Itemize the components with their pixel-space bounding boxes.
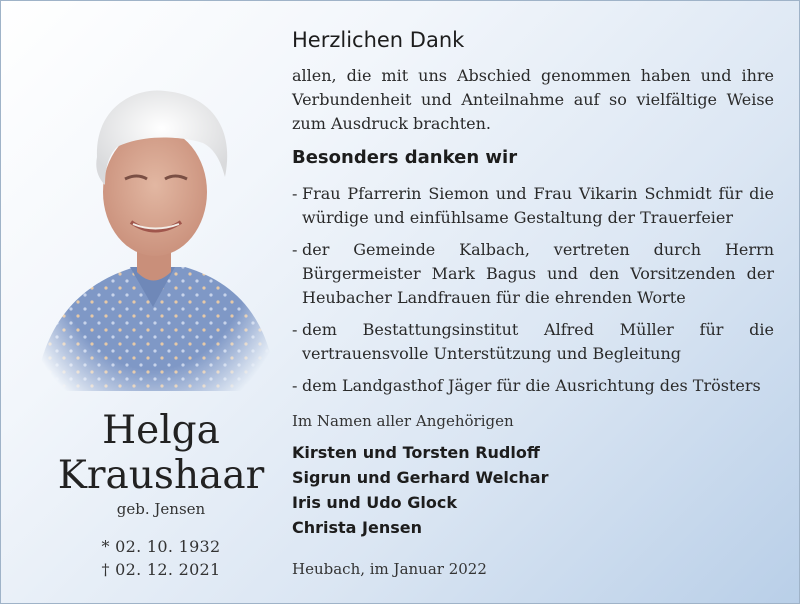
list-dash: - xyxy=(292,240,298,259)
notice-title: Herzlichen Dank xyxy=(292,28,465,52)
thanks-list xyxy=(292,182,774,406)
deceased-last-name: Kraushaar xyxy=(57,453,265,498)
list-item-text: Frau Pfarrerin Siemon und Frau Vikarin Schmidt für die würdige und einfühlsame Gestaltung der Trauerfeier xyxy=(302,184,774,227)
list-item xyxy=(292,182,774,230)
special-thanks-heading: Besonders danken wir xyxy=(292,147,518,168)
list-dash: - xyxy=(292,376,298,395)
intro-paragraph: allen, die mit uns Abschied genommen haben und ihre Verbundenheit und Anteilnahme auf so vielfältige Weise zum Ausdruck brachten. xyxy=(292,66,774,133)
birth-date: * 02. 10. 1932 xyxy=(101,537,221,556)
list-item-text: dem Landgasthof Jäger für die Ausrichtung des Trösters xyxy=(302,376,761,395)
relative-name: Christa Jensen xyxy=(292,518,423,537)
relatives-label: Im Namen aller Angehörigen xyxy=(292,412,514,430)
death-date: † 02. 12. 2021 xyxy=(101,560,221,579)
relative-name: Kirsten und Torsten Rudloff xyxy=(292,443,540,462)
portrait-photo xyxy=(25,67,281,391)
list-item xyxy=(292,238,774,310)
list-dash: - xyxy=(292,184,298,203)
relatives-list xyxy=(292,440,548,540)
birth-name: geb. Jensen xyxy=(116,500,206,518)
deceased-first-name: Helga xyxy=(102,408,220,453)
relative-name: Sigrun und Gerhard Welchar xyxy=(292,468,549,487)
place-and-date: Heubach, im Januar 2022 xyxy=(292,560,487,578)
list-item xyxy=(292,318,774,366)
relative-name: Iris und Udo Glock xyxy=(292,493,457,512)
list-item-text: der Gemeinde Kalbach, vertreten durch Herrn Bürgermeister Mark Bagus und den Vorsitzenden der Heubacher Landfrauen für die ehrenden Worte xyxy=(302,240,774,307)
list-item-text: dem Bestattungsinstitut Alfred Müller für die vertrauensvolle Unterstützung und Begleitung xyxy=(302,320,774,363)
list-dash: - xyxy=(292,320,298,339)
list-item xyxy=(292,374,774,398)
